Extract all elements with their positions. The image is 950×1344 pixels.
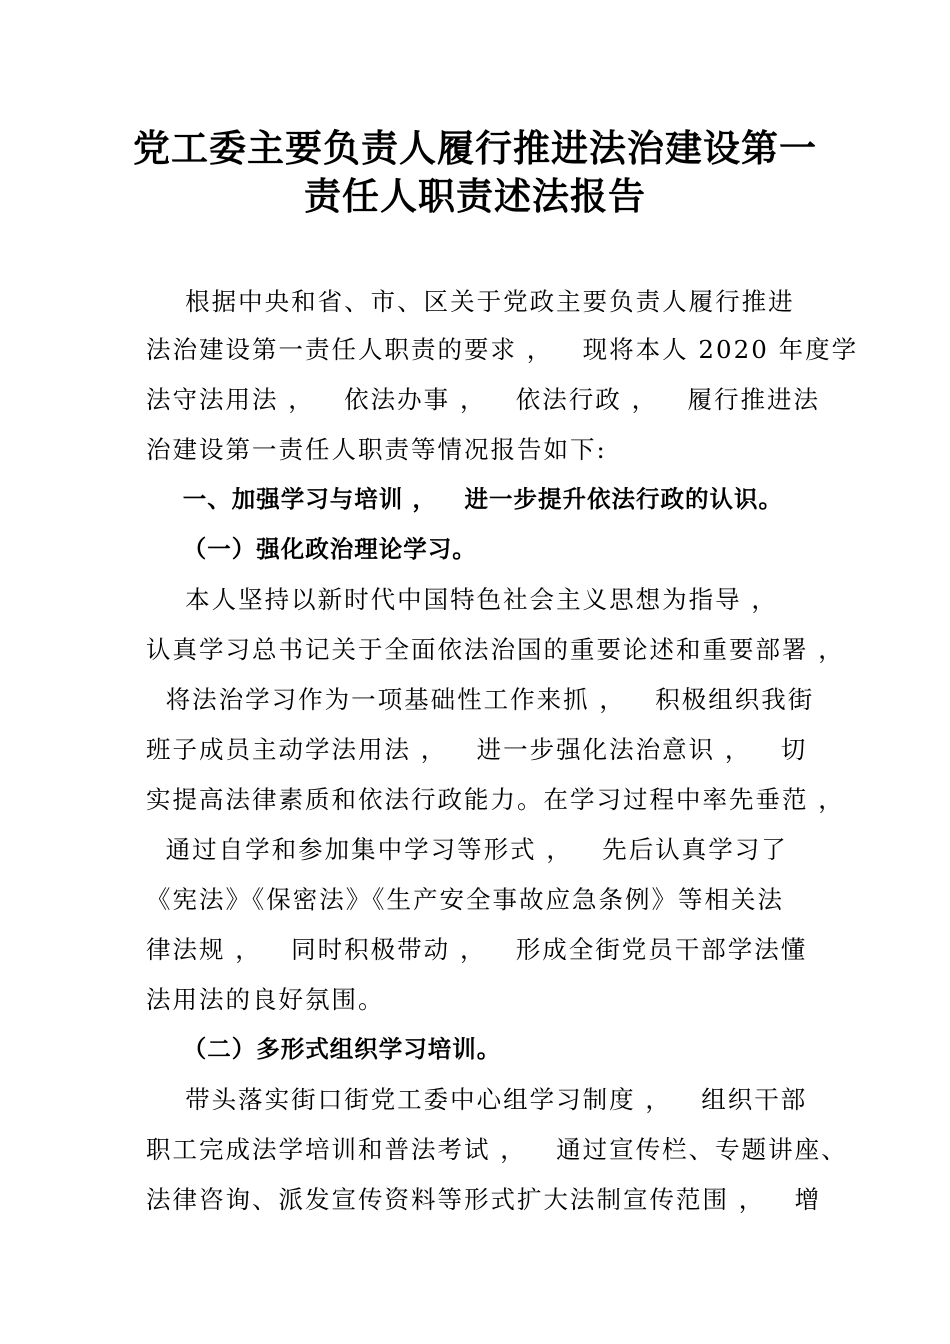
body-line: 根据中央和省、市、区关于党政主要负责人履行推进 [146, 287, 795, 316]
body-line: 将法治学习作为一项基础性工作来抓 ， 积极组织我街 [146, 685, 815, 714]
body-line: 法守法用法 ， 依法办事 ， 依法行政 ， 履行推进法 [146, 385, 820, 414]
body-line: 班子成员主动学法用法 ， 进一步强化法治意识 ， 切 [146, 735, 808, 764]
body-line: 带头落实街口街党工委中心组学习制度 ， 组织干部 [146, 1085, 808, 1114]
body-line: 认真学习总书记关于全面依法治国的重要论述和重要部署 ， [146, 635, 845, 664]
body-line: 法律咨询、派发宣传资料等形式扩大法制宣传范围 ， 增 [146, 1185, 822, 1214]
body-line: 法治建设第一责任人职责的要求 ， 现将本人 2020 年度学 [146, 335, 859, 364]
body-line: 职工完成法学培训和普法考试 ， 通过宣传栏、专题讲座、 [146, 1135, 848, 1164]
body-line: 律法规 ， 同时积极带动 ， 形成全街党员干部学法懂 [146, 935, 808, 964]
body-line: 通过自学和参加集中学习等形式 ， 先后认真学习了 [146, 835, 788, 864]
body-line: 《宪法》《保密法》《生产安全事故应急条例》等相关法 [146, 885, 784, 914]
body-line: 治建设第一责任人职责等情况报告如下: [146, 435, 607, 464]
document-title-line-2: 责任人职责述法报告 [304, 174, 646, 218]
body-line: 法用法的良好氛围。 [146, 985, 385, 1014]
subsection-heading: （二）多形式组织学习培训。 [146, 1035, 502, 1063]
body-line: 实提高法律素质和依法行政能力。在学习过程中率先垂范 ， [146, 785, 845, 814]
body-line: 本人坚持以新时代中国特色社会主义思想为指导 ， [146, 585, 778, 614]
section-heading: 一、加强学习与培训 ， 进一步提升依法行政的认识。 [146, 485, 783, 513]
document-title-line-1: 党工委主要负责人履行推进法治建设第一 [133, 126, 817, 170]
subsection-heading: （一）强化政治理论学习。 [146, 535, 477, 563]
